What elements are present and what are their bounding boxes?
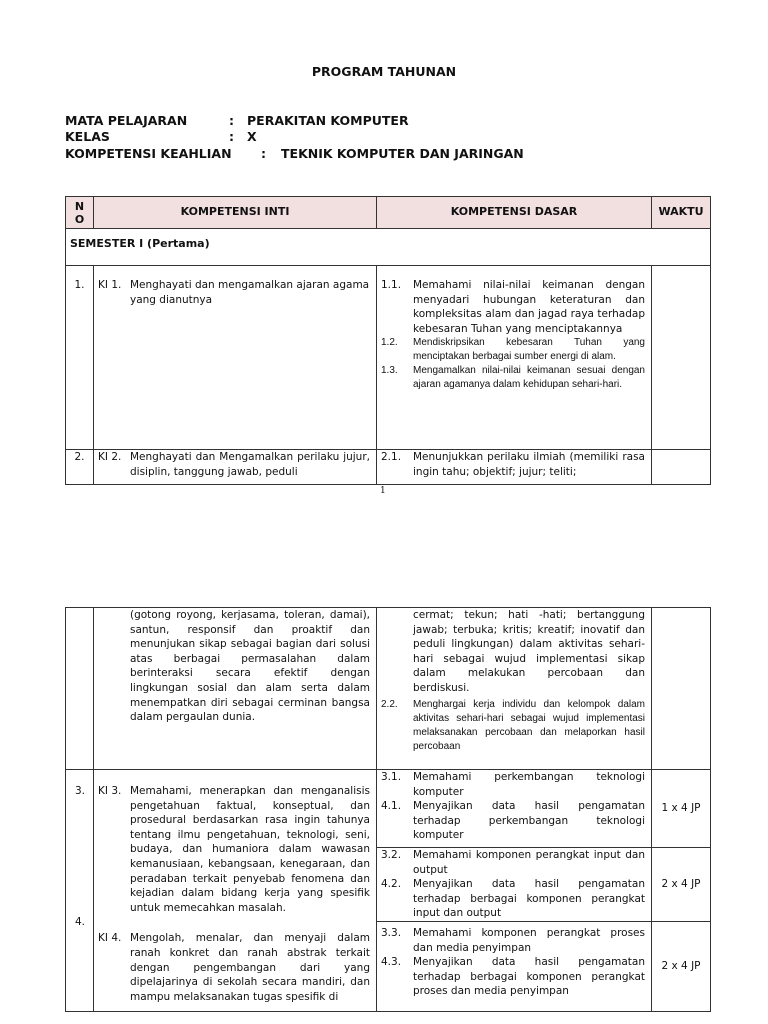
kd-text: Memahami perkembangan teknologi komputer — [413, 771, 645, 798]
kd-item — [381, 450, 645, 484]
kd-text: Memahami komponen perangkat input dan output — [413, 849, 645, 876]
kd-text: Memahami nilai-nilai keimanan dengan menyadari hubungan keteraturan dan kompleksitas alam dan jagad raya terhadap kebesaran Tuhan yang menciptakannya — [413, 279, 645, 335]
kd-item — [381, 799, 645, 843]
column-header-waktu: WAKTU — [652, 197, 711, 229]
kd-number: 3.3. — [381, 927, 402, 939]
ki-text: Menghayati dan Mengamalkan perilaku jujur, disiplin, tanggung jawab, peduli — [130, 451, 370, 478]
kompetensi-dasar-1 — [377, 266, 652, 450]
kd-number: 4.3. — [381, 956, 402, 969]
kd-number: 3.1. — [381, 771, 402, 783]
kd-item — [381, 278, 645, 336]
waktu-cell — [652, 266, 711, 450]
waktu-value: 2 x 4 JP — [652, 848, 711, 922]
document-title: PROGRAM TAHUNAN — [311, 64, 457, 79]
kd-text: Menunjukkan perilaku ilmiah (memiliki rasa ingin tahu; objektif; jujur; teliti; — [413, 451, 645, 478]
waktu-cell — [652, 608, 711, 770]
ki-label: KI 1. — [98, 279, 122, 291]
ki-label: KI 4. — [98, 932, 122, 945]
kd-text-continued — [381, 608, 645, 696]
waktu-cell — [652, 450, 711, 485]
row-number: 4. — [74, 916, 86, 928]
kd-number: 4.1. — [381, 800, 402, 813]
kd-number: 1.2. — [381, 337, 398, 349]
kd-text: Menyajikan data hasil pengamatan terhadap berbagai komponen perangkat input dan output — [413, 878, 645, 920]
kd-number: 4.2. — [381, 878, 402, 891]
ki-label: KI 2. — [98, 451, 122, 463]
semester-label: SEMESTER I (Pertama) — [66, 229, 711, 266]
kompetensi-dasar-2-continued — [377, 608, 652, 770]
waktu-value: 2 x 4 JP — [652, 922, 711, 1012]
kd-text: Menghargai kerja individu dan kelompok dalam aktivitas sehari-hari sebagai wujud implementasi melaksanakan percobaan dan melaporkan hasil percobaan — [413, 698, 645, 752]
kelas-value: X — [247, 129, 257, 144]
row-number-empty — [66, 608, 94, 770]
separator: : — [261, 146, 266, 161]
kompetensi-keahlian-label: KOMPETENSI KEAHLIAN — [65, 146, 232, 161]
kd-item — [381, 364, 645, 392]
kompetensi-inti-1 — [94, 266, 377, 450]
column-header-kompetensi-dasar: KOMPETENSI DASAR — [377, 197, 652, 229]
column-header-no: N O — [66, 197, 94, 229]
kd-item — [381, 770, 645, 799]
kd-item — [381, 848, 645, 877]
kd-number: 1.3. — [381, 365, 398, 377]
separator: : — [229, 113, 234, 128]
kd-item — [381, 336, 645, 364]
row-number: 2. — [66, 450, 94, 485]
mata-pelajaran-label: MATA PELAJARAN — [65, 113, 188, 128]
ki-text: Memahami, menerapkan dan menganalisis pengetahuan faktual, konseptual, dan prosedural berdasarkan rasa ingin tahunya tentang ilmu pengetahuan, teknologi, seni, budaya, dan humaniora dalam wawasan kemanusiaan, kebangsaan, kenegaraan, dan peradaban terkait penyebab fenomena dan kejadian dalam bidang kerja yang spesifik untuk memecahkan masalah. — [130, 785, 370, 914]
row-numbers-3-4 — [66, 770, 94, 1012]
kd-text: Memahami komponen perangkat proses dan media penyimpan — [413, 927, 645, 954]
kd-text: Menyajikan data hasil pengamatan terhadap berbagai komponen perangkat proses dan media penyimpan — [413, 956, 645, 998]
kompetensi-inti-2 — [94, 450, 377, 485]
kd-number: 2.2. — [381, 698, 398, 710]
kd-item — [381, 877, 645, 921]
kd-item — [381, 955, 645, 999]
ki-label: KI 3. — [98, 785, 122, 797]
program-table-page-2 — [65, 607, 711, 1012]
kd-text: cermat; tekun; hati -hati; bertanggung jawab; terbuka; kritis; kreatif; inovatif dan peduli lingkungan) dalam aktivitas sehari-hari sebagai wujud implementasi sikap dalam melakukan percobaan dan berdiskusi. — [413, 609, 645, 694]
ki-text: Mengolah, menalar, dan menyaji dalam ranah konkret dan ranah abstrak terkait dengan pengembangan dari yang dipelajarinya di sekolah secara mandiri, dan mampu melaksanakan tugas spesifik di — [130, 932, 370, 1003]
kd-number: 3.2. — [381, 849, 402, 861]
kompetensi-dasar-group — [377, 848, 652, 922]
separator: : — [229, 129, 234, 144]
kd-item — [381, 698, 645, 754]
waktu-value: 1 x 4 JP — [652, 770, 711, 848]
kd-text: Mengamalkan nilai-nilai keimanan sesuai dengan ajaran agamanya dalam kehidupan sehari-hari. — [413, 365, 645, 391]
page-number: 1 — [380, 486, 386, 496]
kd-number: 2.1. — [381, 451, 402, 463]
ki-text: (gotong royong, kerjasama, toleran, damai), santun, responsif dan proaktif dan menunjukan sikap sebagai bagian dari solusi atas berbagai permasalahan dalam berinteraksi secara efektif dengan lingkungan sosial dan alam serta dalam menempatkan diri sebagai cerminan bangsa dalam pergaulan dunia. — [130, 609, 370, 724]
kd-item — [381, 926, 645, 955]
kompetensi-dasar-group — [377, 770, 652, 848]
kompetensi-inti-3-4 — [94, 770, 377, 1012]
kd-text: Mendiskripsikan kebesaran Tuhan yang menciptakan berbagai sumber energi di alam. — [413, 337, 645, 363]
kompetensi-inti-2-continued — [94, 608, 377, 770]
row-number: 1. — [66, 266, 94, 450]
mata-pelajaran-value: PERAKITAN KOMPUTER — [247, 113, 409, 128]
ki-text: Menghayati dan mengamalkan ajaran agama yang dianutnya — [130, 279, 370, 306]
column-header-kompetensi-inti: KOMPETENSI INTI — [94, 197, 377, 229]
kompetensi-dasar-group — [377, 922, 652, 1012]
program-table-page-1 — [65, 196, 711, 485]
kompetensi-keahlian-value: TEKNIK KOMPUTER DAN JARINGAN — [281, 146, 524, 161]
kd-number: 1.1. — [381, 279, 402, 291]
kelas-label: KELAS — [65, 129, 110, 144]
kompetensi-dasar-2 — [377, 450, 652, 485]
row-number: 3. — [74, 785, 86, 797]
kd-text: Menyajikan data hasil pengamatan terhadap perkembangan teknologi komputer — [413, 800, 645, 842]
